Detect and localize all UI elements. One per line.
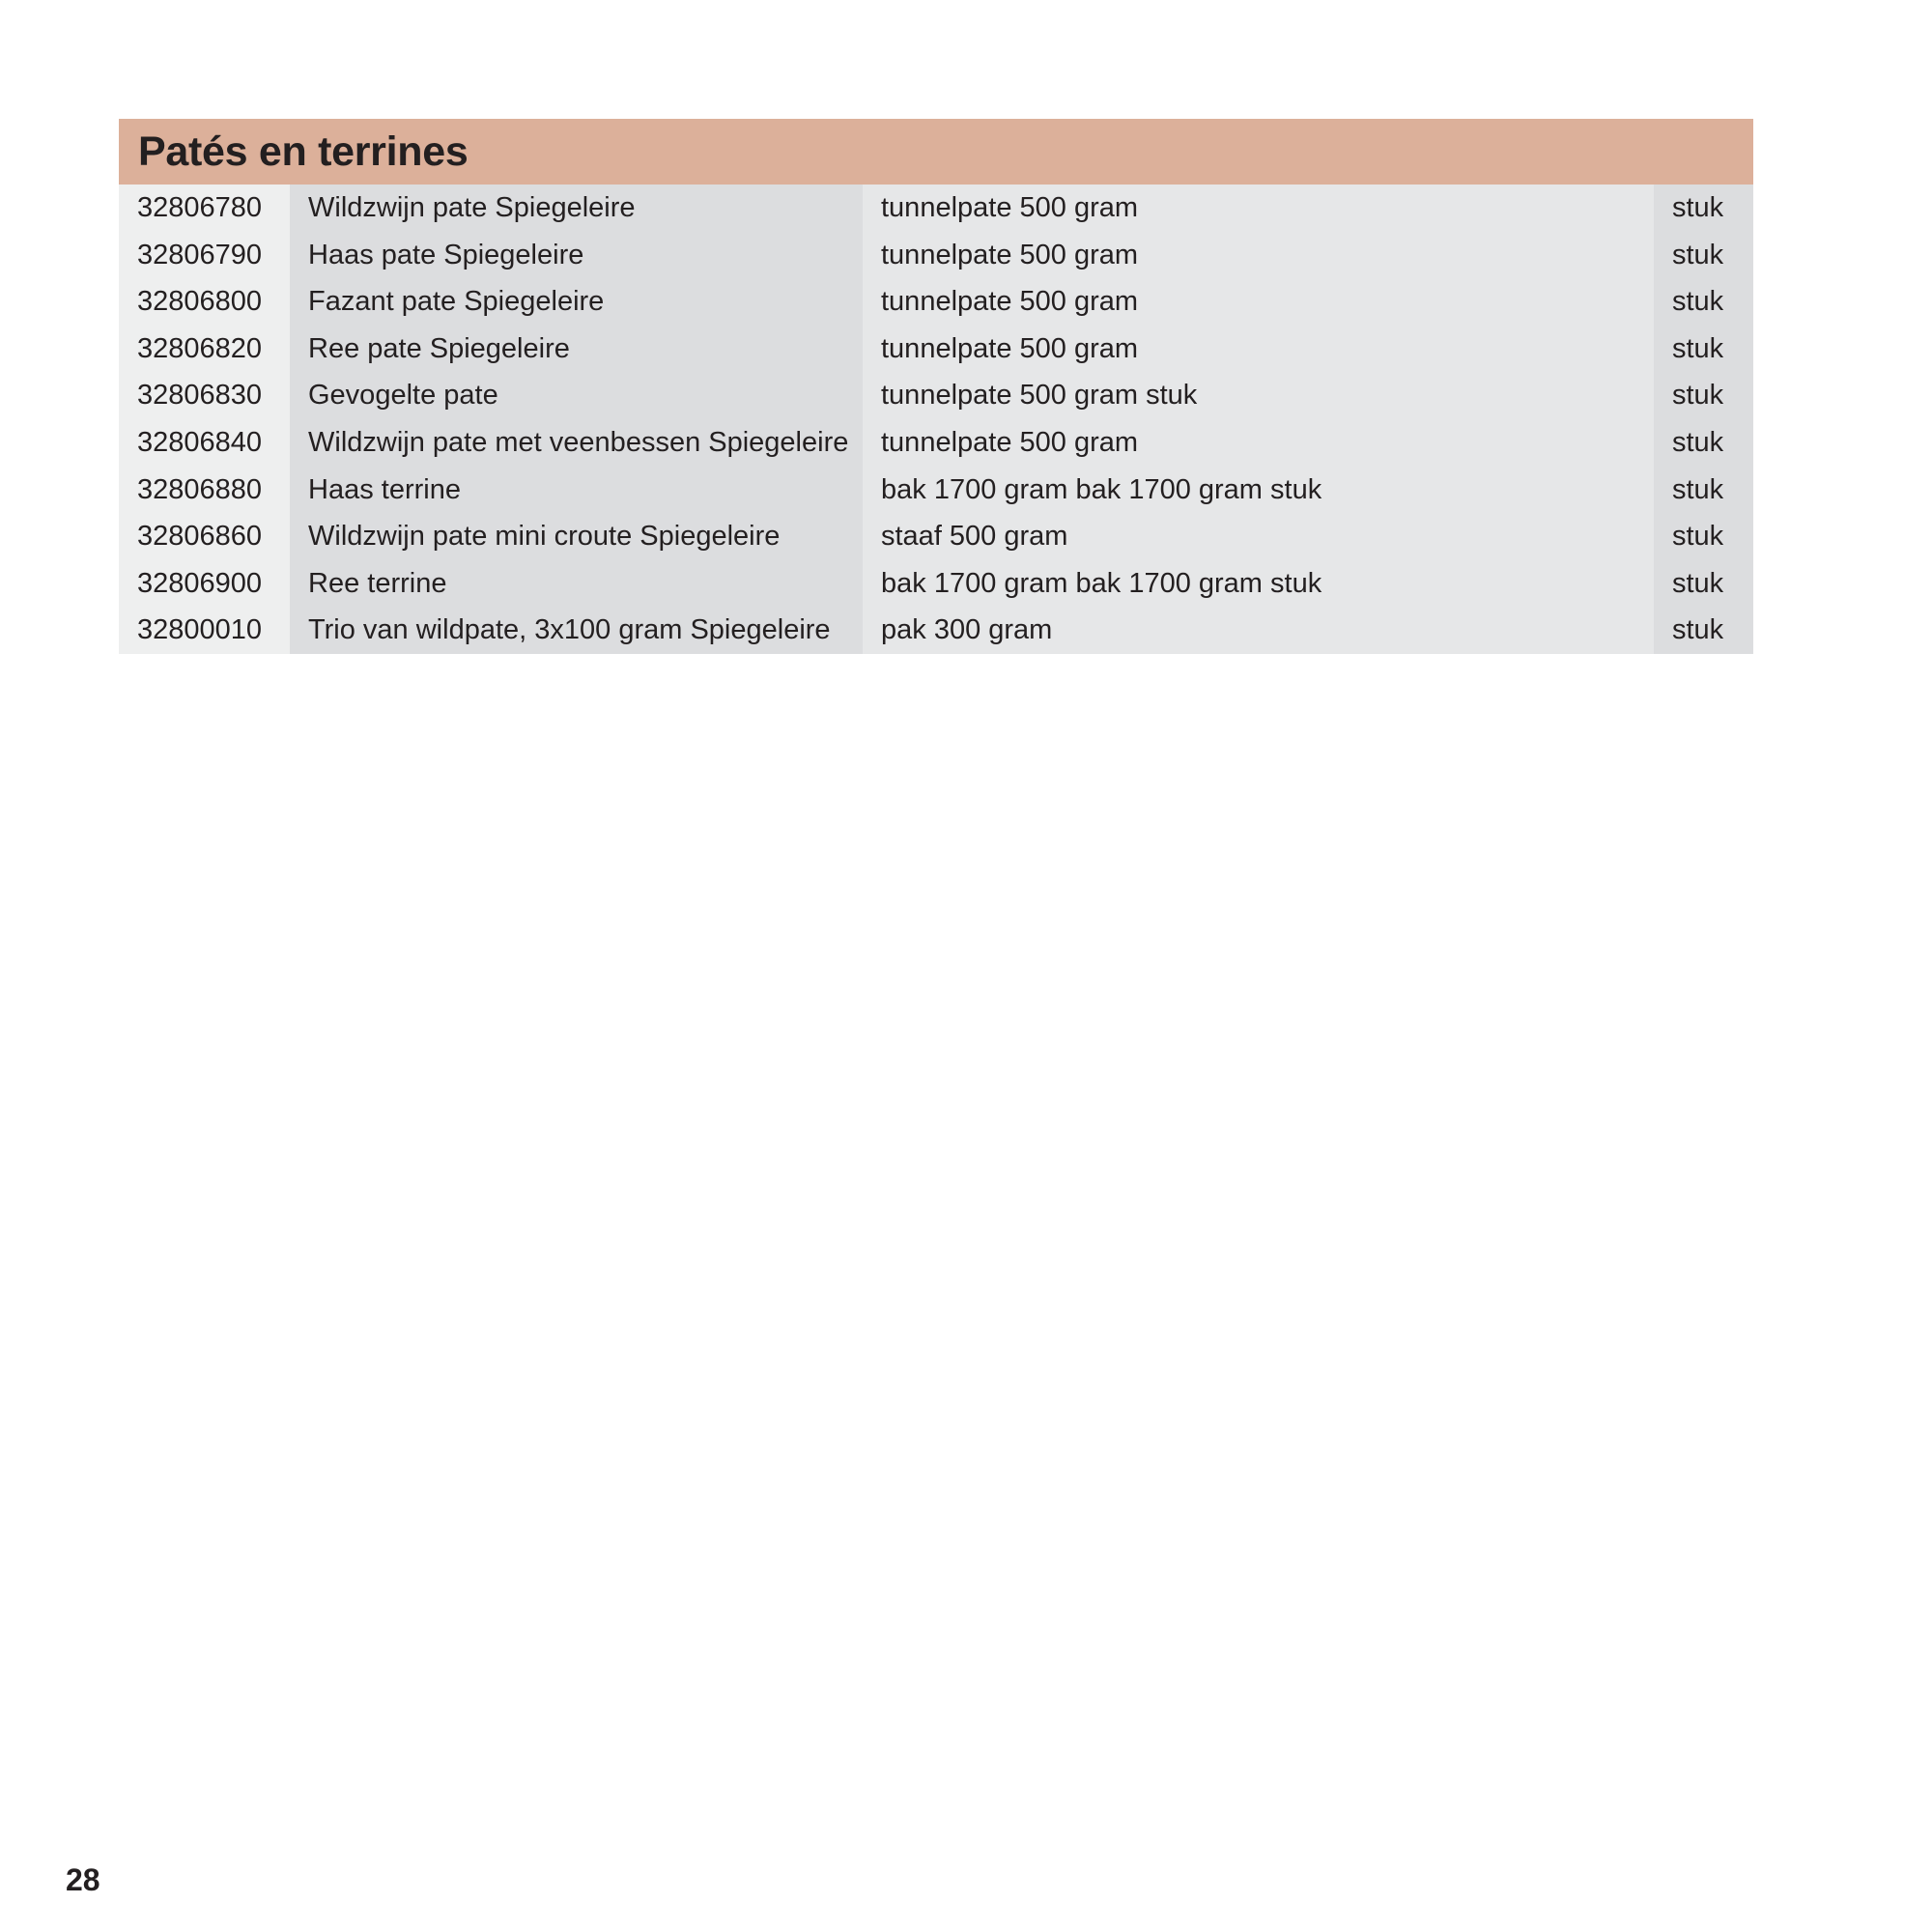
article-code: 32806860 bbox=[119, 513, 290, 560]
product-name: Haas pate Spiegeleire bbox=[290, 232, 863, 279]
unit: stuk bbox=[1654, 185, 1753, 232]
product-name: Wildzwijn pate mini croute Spiegeleire bbox=[290, 513, 863, 560]
article-code: 32806880 bbox=[119, 467, 290, 514]
article-code: 32806790 bbox=[119, 232, 290, 279]
packaging: tunnelpate 500 gram bbox=[863, 278, 1654, 326]
product-table bbox=[119, 185, 1753, 654]
packaging: tunnelpate 500 gram bbox=[863, 232, 1654, 279]
product-name: Haas terrine bbox=[290, 467, 863, 514]
unit: stuk bbox=[1654, 560, 1753, 608]
packaging: bak 1700 gram bak 1700 gram stuk bbox=[863, 560, 1654, 608]
table-row bbox=[119, 513, 1753, 560]
product-name: Ree pate Spiegeleire bbox=[290, 326, 863, 373]
unit: stuk bbox=[1654, 513, 1753, 560]
article-code: 32806800 bbox=[119, 278, 290, 326]
unit: stuk bbox=[1654, 419, 1753, 467]
packaging: staaf 500 gram bbox=[863, 513, 1654, 560]
product-name: Trio van wildpate, 3x100 gram Spiegeleire bbox=[290, 607, 863, 654]
product-name: Fazant pate Spiegeleire bbox=[290, 278, 863, 326]
packaging: tunnelpate 500 gram bbox=[863, 185, 1654, 232]
table-row bbox=[119, 467, 1753, 514]
unit: stuk bbox=[1654, 372, 1753, 419]
unit: stuk bbox=[1654, 278, 1753, 326]
table-row bbox=[119, 185, 1753, 232]
product-section bbox=[119, 119, 1753, 654]
article-code: 32806830 bbox=[119, 372, 290, 419]
product-name: Wildzwijn pate Spiegeleire bbox=[290, 185, 863, 232]
packaging: bak 1700 gram bak 1700 gram stuk bbox=[863, 467, 1654, 514]
unit: stuk bbox=[1654, 607, 1753, 654]
article-code: 32806840 bbox=[119, 419, 290, 467]
section-title: Patés en terrines bbox=[138, 128, 469, 175]
table-row bbox=[119, 372, 1753, 419]
packaging: pak 300 gram bbox=[863, 607, 1654, 654]
table-row bbox=[119, 560, 1753, 608]
unit: stuk bbox=[1654, 467, 1753, 514]
article-code: 32800010 bbox=[119, 607, 290, 654]
article-code: 32806820 bbox=[119, 326, 290, 373]
article-code: 32806900 bbox=[119, 560, 290, 608]
packaging: tunnelpate 500 gram bbox=[863, 419, 1654, 467]
article-code: 32806780 bbox=[119, 185, 290, 232]
table-row bbox=[119, 419, 1753, 467]
packaging: tunnelpate 500 gram stuk bbox=[863, 372, 1654, 419]
page-number: 28 bbox=[66, 1862, 100, 1897]
section-header bbox=[119, 119, 1753, 185]
product-name: Ree terrine bbox=[290, 560, 863, 608]
table-row bbox=[119, 232, 1753, 279]
product-name: Gevogelte pate bbox=[290, 372, 863, 419]
table-row bbox=[119, 326, 1753, 373]
unit: stuk bbox=[1654, 232, 1753, 279]
table-row bbox=[119, 278, 1753, 326]
packaging: tunnelpate 500 gram bbox=[863, 326, 1654, 373]
product-name: Wildzwijn pate met veenbessen Spiegeleire bbox=[290, 419, 863, 467]
unit: stuk bbox=[1654, 326, 1753, 373]
table-row bbox=[119, 607, 1753, 654]
